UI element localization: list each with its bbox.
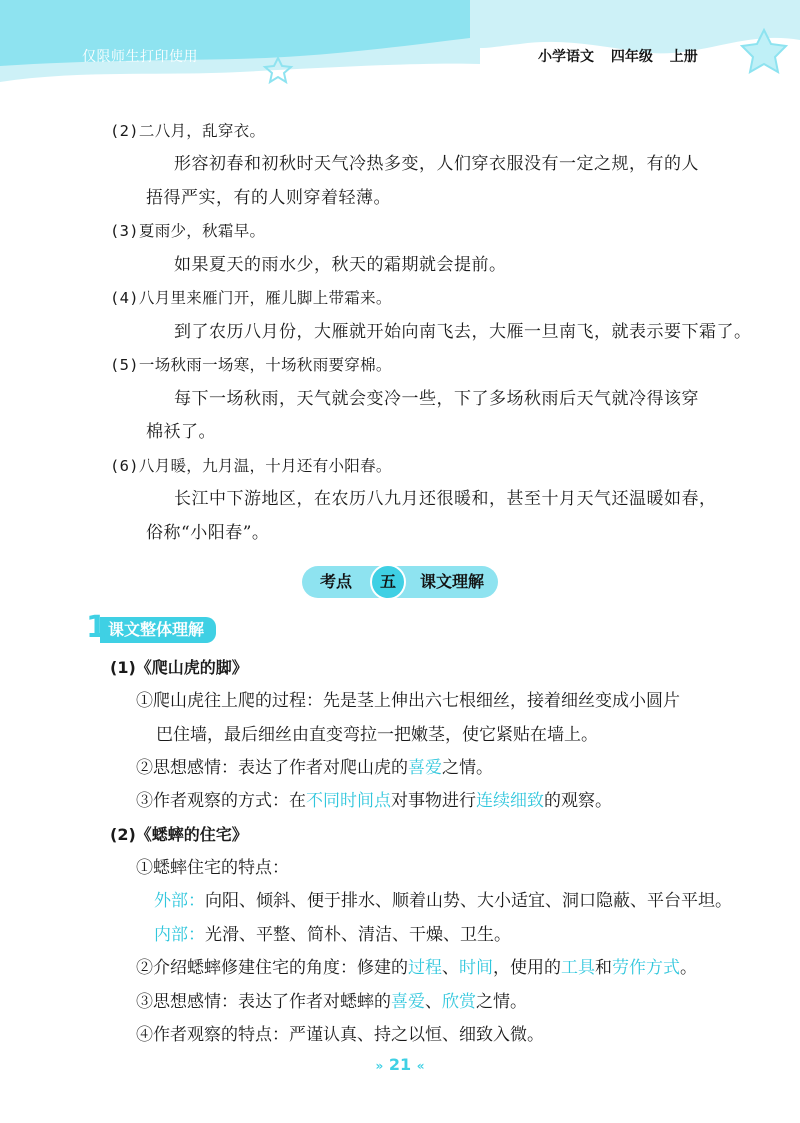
- lesson1-point-3: [136, 789, 612, 813]
- text-segment: 对事物进行: [391, 791, 476, 811]
- highlight-keyword: 时间: [459, 958, 493, 978]
- highlight-keyword: 工具: [561, 958, 595, 978]
- proverb-explanation: 长江中下游地区，在农历八九月还很暖和，甚至十月天气还温暖如春，: [174, 489, 717, 509]
- highlight-keyword: 不同时间点: [306, 791, 391, 811]
- text-segment: 之情。: [442, 758, 493, 778]
- proverb-explanation: 每下一场秋雨，天气就会变冷一些，下了多场秋雨后天气就冷得该穿: [174, 389, 699, 409]
- text-segment: 、: [425, 992, 442, 1012]
- header-volume: 上册: [669, 49, 698, 65]
- proverb-explanation-cont: 棉袄了。: [146, 422, 216, 442]
- text-segment: 。: [680, 958, 697, 978]
- text-segment: 的观察。: [544, 791, 612, 811]
- text-segment: ③思想感情：表达了作者对蟋蟀的: [136, 992, 391, 1012]
- proverb-label: (2)二八月，乱穿衣。: [110, 122, 266, 140]
- lesson2-point-3: [136, 990, 527, 1014]
- section-title: 课文整体理解: [100, 617, 216, 643]
- text-segment: 、: [442, 958, 459, 978]
- text-segment: 和: [595, 958, 612, 978]
- text-segment: 之情。: [476, 992, 527, 1012]
- page-number-value: 21: [388, 1055, 412, 1074]
- watermark-text: 仅限师生打印使用: [82, 49, 198, 65]
- proverb-explanation: 如果夏天的雨水少，秋天的霜期就会提前。: [174, 255, 507, 275]
- highlight-keyword: 过程: [408, 958, 442, 978]
- outside-text: 向阳、倾斜、便于排水、顺着山势、大小适宜、洞口隐蔽、平台平坦。: [205, 891, 732, 911]
- outside-label: 外部：: [154, 891, 205, 911]
- kaodian-left-label: 考点: [302, 566, 390, 598]
- text-segment: ，使用的: [493, 958, 561, 978]
- proverb-explanation: 形容初春和初秋时天气冷热多变，人们穿衣服没有一定之规，有的人: [174, 154, 699, 174]
- proverb-explanation-cont: 捂得严实，有的人则穿着轻薄。: [146, 188, 391, 208]
- lesson2-point-4: ④作者观察的特点：严谨认真、持之以恒、细致入微。: [136, 1025, 544, 1045]
- proverb-label: (6)八月暖，九月温，十月还有小阳春。: [110, 457, 392, 475]
- highlight-keyword: 连续细致: [476, 791, 544, 811]
- text-segment: ②介绍蟋蟀修建住宅的角度：修建的: [136, 958, 408, 978]
- proverb-label: (4)八月里来雁门开，雁儿脚上带霜来。: [110, 289, 392, 307]
- highlight-keyword: 欣赏: [442, 992, 476, 1012]
- section-number: 1: [86, 610, 107, 645]
- text-segment: ②思想感情：表达了作者对爬山虎的: [136, 758, 408, 778]
- highlight-keyword: 劳作方式: [612, 958, 680, 978]
- double-arrow-right-icon: »: [375, 1059, 384, 1073]
- double-arrow-left-icon: «: [416, 1059, 425, 1073]
- kaodian-banner: [302, 564, 498, 600]
- proverb-label: (3)夏雨少，秋霜早。: [110, 222, 266, 240]
- inside-label: 内部：: [154, 925, 205, 945]
- text-segment: ③作者观察的方式：在: [136, 791, 306, 811]
- kaodian-right-label: 课文理解: [392, 566, 498, 598]
- section-heading: [86, 610, 236, 645]
- kaodian-number-badge: 五: [370, 564, 406, 600]
- highlight-keyword: 喜爱: [391, 992, 425, 1012]
- proverb-explanation: 到了农历八月份，大雁就开始向南飞去，大雁一旦南飞，就表示要下霜了。: [174, 322, 752, 342]
- header-subject: 小学语文: [538, 49, 594, 65]
- lesson1-point-1: ①爬山虎往上爬的过程：先是茎上伸出六七根细丝，接着细丝变成小圆片: [136, 691, 680, 711]
- inside-text: 光滑、平整、简朴、清洁、干燥、卫生。: [205, 925, 511, 945]
- lesson2-inside: [154, 923, 511, 947]
- header-grade: 四年级: [610, 49, 653, 65]
- lesson1-point-1-cont: 巴住墙，最后细丝由直变弯拉一把嫩茎，使它紧贴在墙上。: [156, 725, 598, 745]
- lesson2-outside: [154, 889, 732, 913]
- lesson2-point-1: ①蟋蟀住宅的特点：: [136, 858, 289, 878]
- lesson-title: (1)《爬山虎的脚》: [110, 658, 248, 677]
- proverb-label: (5)一场秋雨一场寒，十场秋雨要穿棉。: [110, 356, 392, 374]
- proverb-explanation-cont: 俗称“小阳春”。: [146, 523, 270, 543]
- page-number: [362, 1055, 438, 1074]
- lesson2-point-2: [136, 956, 697, 980]
- lesson1-point-2: [136, 756, 493, 780]
- page-header: [0, 0, 800, 90]
- header-book-info: [538, 46, 710, 66]
- header-wave-background: [0, 0, 800, 90]
- highlight-keyword: 喜爱: [408, 758, 442, 778]
- lesson-title: (2)《蟋蟀的住宅》: [110, 825, 248, 844]
